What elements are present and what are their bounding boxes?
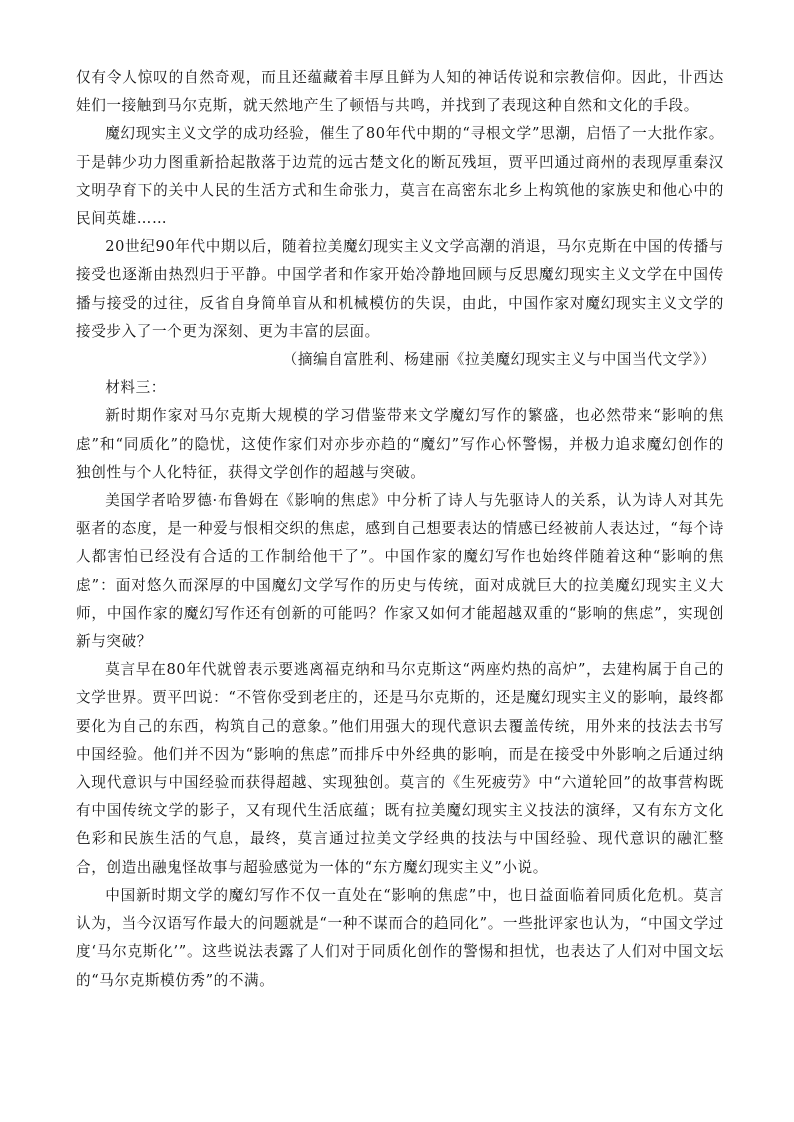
paragraph-anxiety-intro: 新时期作家对马尔克斯大规模的学习借鉴带来文学魔幻写作的繁盛，也必然带来“影响的焦虑”和“同质化”的隐忧，这使作家们对亦步亦趋的“魔幻”写作心怀警惕，并极力追求魔幻创作的独创性与个人化特征，获得文学创作的超越与突破。 — [76, 407, 724, 481]
source-citation: （摘编自富胜利、杨建丽《拉美魔幻现实主义与中国当代文学》） — [282, 351, 716, 369]
document-page — [76, 64, 724, 995]
paragraph-root-seeking-literature: 魔幻现实主义文学的成功经验，催生了80年代中期的“寻根文学”思潮，启悟了一大批作家。于是韩少功力图重新拾起散落于边荒的远古楚文化的断瓦残垣，贾平凹通过商州的表现厚重秦汉文明孕育下的关中人民的生活方式和生命张力，莫言在高密东北乡上构筑他的家族史和他心中的民间英雄…… — [76, 125, 724, 228]
paragraph-bloom: 美国学者哈罗德·布鲁姆在《影响的焦虑》中分析了诗人与先驱诗人的关系，认为诗人对其先驱者的态度，是一种爱与恨相交织的焦虑，感到自己想要表达的情感已经被前人表达过，“每个诗人都害怕已经没有合适的工作制给他干了”。中国作家的魔幻写作也始终伴随着这种“影响的焦虑”：面对悠久而深厚的中国魔幻文学写作的历史与传统，面对成就巨大的拉美魔幻现实主义大师，中国作家的魔幻写作还有创新的可能吗？作家又如何才能超越双重的“影响的焦虑”，实现创新与突破？ — [76, 492, 724, 651]
material-three-heading: 材料三： — [105, 379, 166, 397]
paragraph-1990s-reception: 20世纪90年代中期以后，随着拉美魔幻现实主义文学高潮的消退，马尔克斯在中国的传播与接受也逐渐由热烈归于平静。中国学者和作家开始冷静地回顾与反思魔幻现实主义文学在中国传播与接受的过往，反省自身简单盲从和机械模仿的失误，由此，中国作家对魔幻现实主义文学的接受步入了一个更为深刻、更为丰富的层面。 — [76, 238, 724, 340]
paragraph-continued: 仅有令人惊叹的自然奇观，而且还蕴藏着丰厚且鲜为人知的神话传说和宗教信仰。因此，卝西达娃们一接触到马尔克斯，就天然地产生了顿悟与共鸣，并找到了表现这种自然和文化的手段。 — [76, 69, 724, 115]
paragraph-homogenization: 中国新时期文学的魔幻写作不仅一直处在“影响的焦虑”中，也日益面临着同质化危机。莫言认为，当今汉语写作最大的问题就是“一种不谋而合的趋同化”。一些批评家也认为，“中国文学过度‘马尔克斯化’”。这些说法表露了人们对于同质化创作的警惕和担忧，也表达了人们对中国文坛的“马尔克斯模仿秀”的不满。 — [76, 886, 724, 989]
paragraph-mo-yan-jia-pingwa: 莫言早在80年代就曾表示要逃离福克纳和马尔克斯这“两座灼热的高炉”，去建构属于自己的文学世界。贾平凹说：“不管你受到老庄的，还是马尔克斯的，还是魔幻现实主义的影响，最终都要化为自己的东西，构筑自己的意象。”他们用强大的现代意识去覆盖传统，用外来的技法去书写中国经验。他们并不因为“影响的焦虑”而排斥中外经典的影响，而是在接受中外影响之后通过纳入现代意识与中国经验而获得超越、实现独创。莫言的《生死疲劳》中“六道轮回”的故事营构既有中国传统文学的影子，又有现代生活底蕴；既有拉美魔幻现实主义技法的演绎，又有东方文化色彩和民族生活的气息，最终，莫言通过拉美文学经典的技法与中国经验、现代意识的融汇整合，创造出融鬼怪故事与超验感觉为一体的“东方魔幻现实主义”小说。 — [76, 661, 724, 876]
